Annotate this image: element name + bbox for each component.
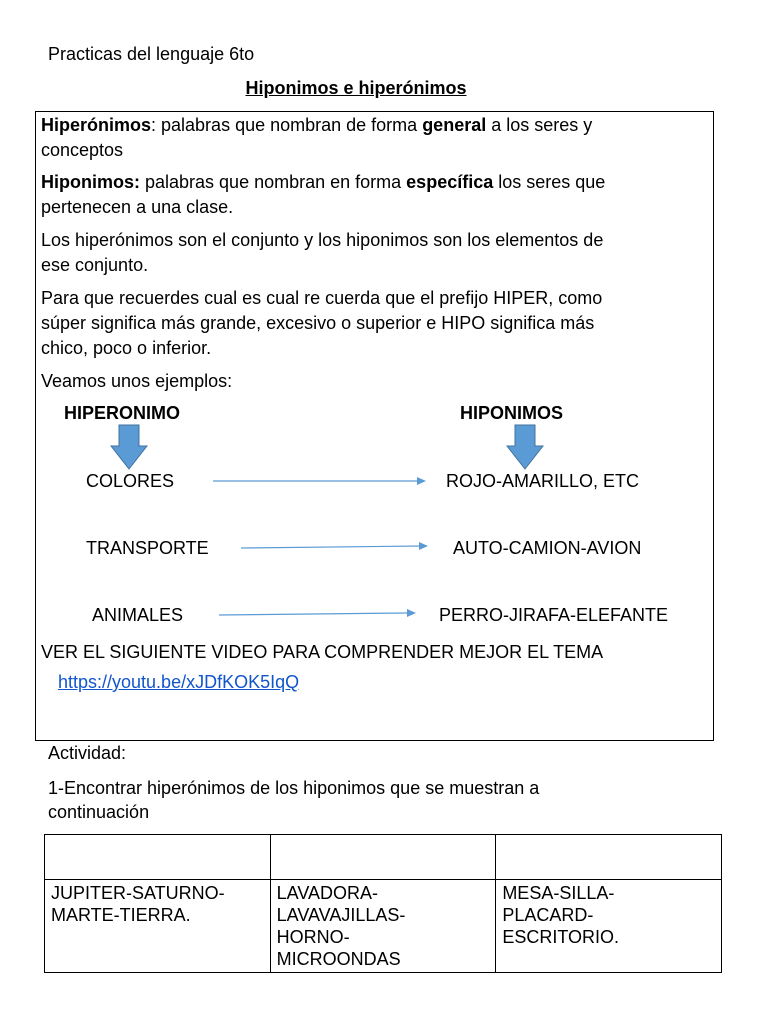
hiperonimos-definition: Hiperónimos: palabras que nombran de forma general a los seres y conceptos bbox=[41, 115, 593, 160]
hiperonimo-column-header: HIPERONIMO bbox=[64, 403, 181, 423]
answer-cell[interactable] bbox=[45, 835, 271, 880]
activity-instruction: 1-Encontrar hiperónimos de los hiponimos que se muestran a continuación bbox=[48, 778, 540, 822]
hiponimos-definition: Hiponimos: palabras que nombran en forma específica los seres que pertenecen a una clase. bbox=[41, 172, 606, 217]
example-row-right: PERRO-JIRAFA-ELEFANTE bbox=[439, 605, 669, 625]
down-arrow-icon bbox=[110, 424, 148, 470]
example-row-left: ANIMALES bbox=[92, 605, 184, 625]
hiponimos-cell: MESA-SILLA- PLACARD- ESCRITORIO. bbox=[496, 880, 722, 973]
example-row-left: COLORES bbox=[86, 471, 175, 491]
video-link[interactable]: https://youtu.be/xJDfKOK5IqQ bbox=[58, 672, 300, 692]
hiponimos-column-header: HIPONIMOS bbox=[460, 403, 564, 423]
prefix-explanation: Para que recuerdes cual es cual re cuerda que el prefijo HIPER, como súper significa más grande, excesivo o superior e HIPO significa más chico, poco o inferior. bbox=[41, 288, 603, 358]
examples-intro: Veamos unos ejemplos: bbox=[41, 371, 233, 391]
table-row bbox=[45, 835, 722, 880]
page-title: Hiponimos e hiperónimos bbox=[245, 78, 467, 98]
example-row-right: ROJO-AMARILLO, ETC bbox=[446, 471, 640, 491]
activity-label: Actividad: bbox=[48, 743, 127, 763]
right-arrow-icon bbox=[212, 474, 428, 488]
right-arrow-icon bbox=[240, 540, 430, 554]
example-row-right: AUTO-CAMION-AVION bbox=[453, 538, 642, 558]
answer-cell[interactable] bbox=[496, 835, 722, 880]
table-row bbox=[45, 880, 722, 973]
video-instruction: VER EL SIGUIENTE VIDEO PARA COMPRENDER MEJOR EL TEMA bbox=[41, 642, 604, 662]
activity-table bbox=[44, 834, 722, 973]
hiperonimos-term: Hiperónimos bbox=[41, 115, 152, 135]
answer-cell[interactable] bbox=[270, 835, 496, 880]
hiponimos-term: Hiponimos: bbox=[41, 172, 140, 192]
hiponimos-cell: JUPITER-SATURNO- MARTE-TIERRA. bbox=[45, 880, 271, 973]
set-explanation: Los hiperónimos son el conjunto y los hiponimos son los elementos de ese conjunto. bbox=[41, 230, 604, 275]
hiponimos-cell: LAVADORA- LAVAVAJILLAS- HORNO- MICROONDAS bbox=[270, 880, 496, 973]
document-header: Practicas del lenguaje 6to bbox=[48, 44, 255, 64]
example-row-left: TRANSPORTE bbox=[86, 538, 209, 558]
right-arrow-icon bbox=[218, 607, 418, 621]
down-arrow-icon bbox=[506, 424, 544, 470]
